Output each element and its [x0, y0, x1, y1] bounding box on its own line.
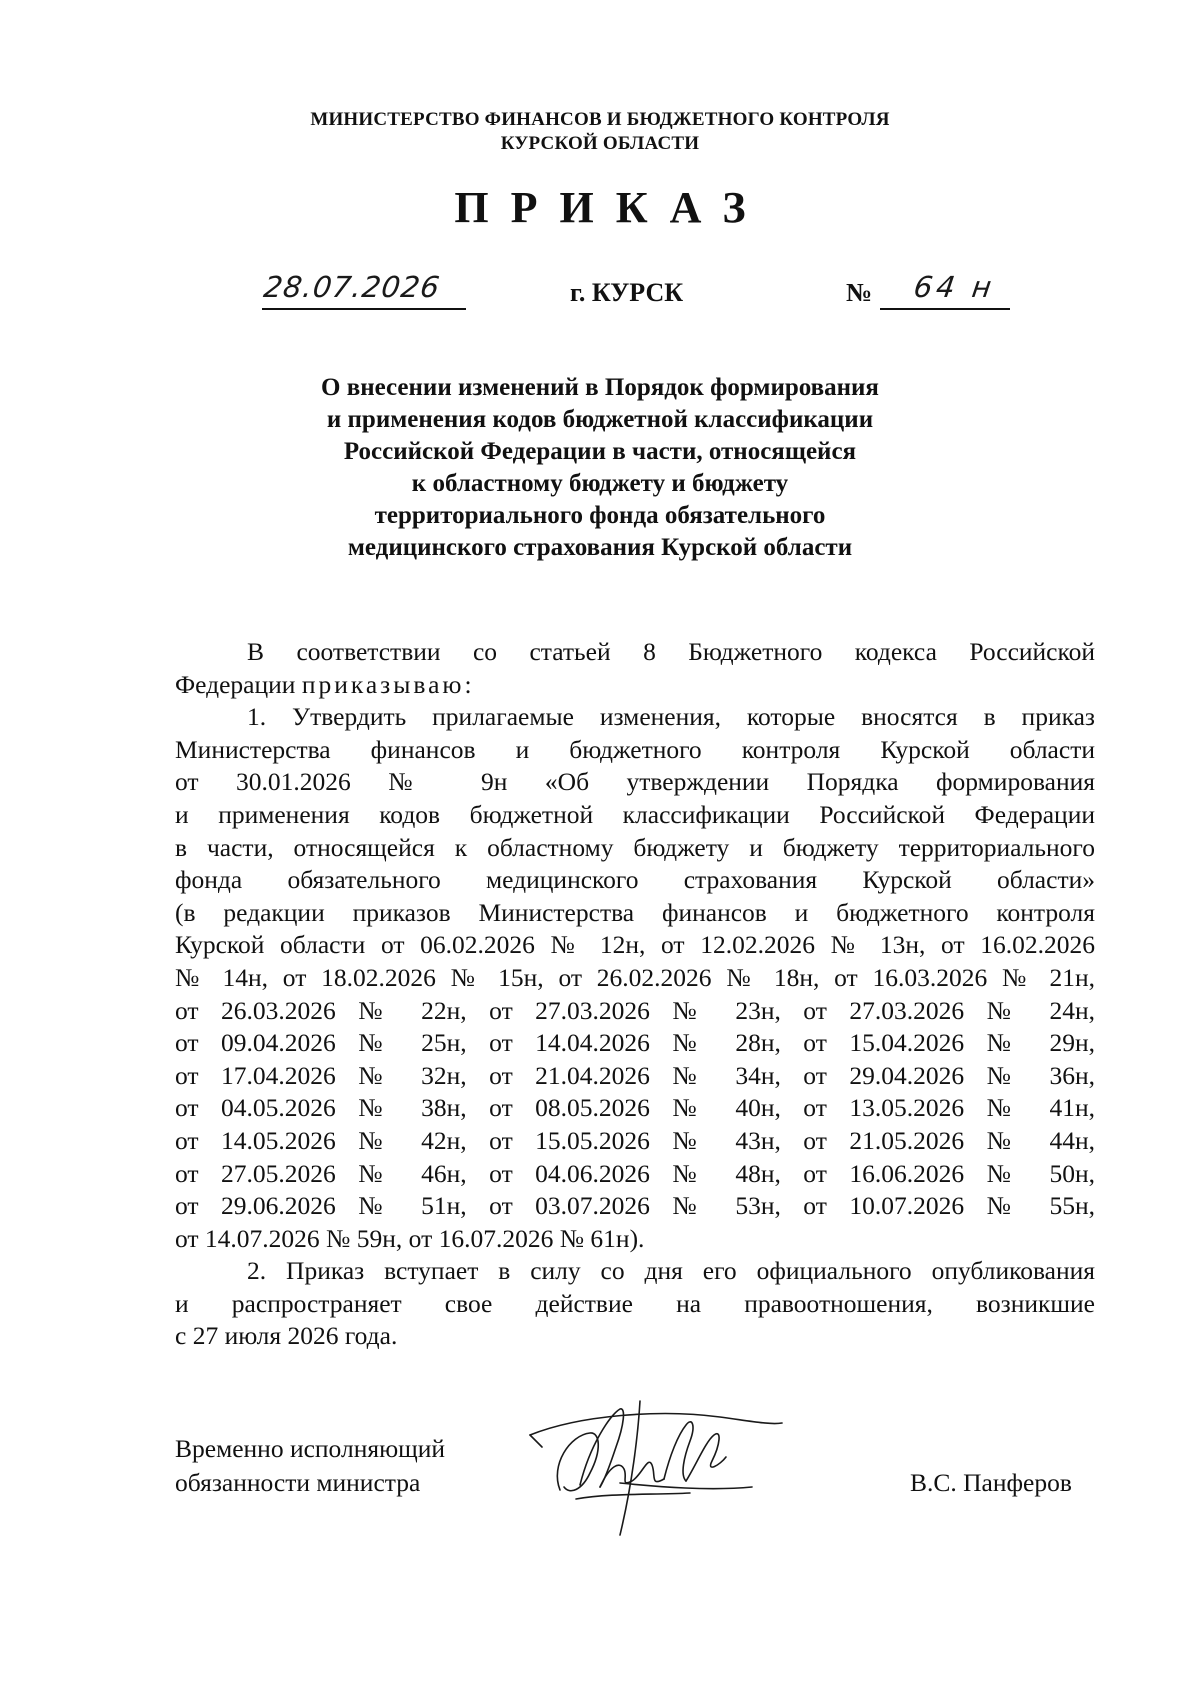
item1-line: Курской области от 06.02.2026 № 12н, от 12.02.2026 № 13н, от 16.02.2026 — [175, 930, 1095, 960]
org-line-1: МИНИСТЕРСТВО ФИНАНСОВ И БЮДЖЕТНОГО КОНТРОЛЯ — [310, 109, 890, 130]
item1-line: от 04.05.2026 № 38н, от 08.05.2026 № 40н, от 13.05.2026 № 41н, — [175, 1093, 1095, 1123]
order-body — [175, 636, 1095, 1353]
order-verb: приказываю: — [301, 669, 475, 699]
item1-line: от 26.03.2026 № 22н, от 27.03.2026 № 23н, от 27.03.2026 № 24н, — [175, 995, 1095, 1025]
item1-line: фонда обязательного медицинского страхования Курской области» — [175, 865, 1095, 895]
item1-line: от 27.05.2026 № 46н, от 04.06.2026 № 48н, от 16.06.2026 № 50н, — [175, 1158, 1095, 1188]
item1-line: от 30.01.2026 № 9н «Об утверждении Порядка формирования — [175, 767, 1095, 797]
subject-line: территориального фонда обязательного — [374, 502, 826, 529]
subject-line: медицинского страхования Курской области — [347, 534, 853, 561]
item1-line: (в редакции приказов Министерства финансов и бюджетного контроля — [175, 897, 1095, 927]
item2-line: 2. Приказ вступает в силу со дня его официального опубликования — [247, 1256, 1095, 1286]
subject-line: О внесении изменений в Порядок формирования — [321, 374, 879, 401]
item1-line: Министерства финансов и бюджетного контроля Курской области — [175, 734, 1095, 764]
signatory-position — [175, 1432, 445, 1500]
order-number-field — [880, 268, 1010, 310]
order-number-handwritten: 64 н — [911, 270, 998, 304]
item1-line: и применения кодов бюджетной классификации Российской Федерации — [175, 799, 1095, 829]
item1-line: от 14.05.2026 № 42н, от 15.05.2026 № 43н, от 21.05.2026 № 44н, — [175, 1125, 1095, 1155]
subject-line: Российской Федерации в части, относящейся — [343, 438, 857, 465]
handwritten-signature — [520, 1395, 800, 1545]
document-type-title: ПРИКАЗ — [454, 183, 768, 232]
org-line-2: КУРСКОЙ ОБЛАСТИ — [500, 133, 700, 154]
order-number-label: № — [846, 278, 873, 307]
order-city: г. КУРСК — [570, 278, 684, 307]
item1-line: от 09.04.2026 № 25н, от 14.04.2026 № 28н, от 15.04.2026 № 29н, — [175, 1028, 1095, 1058]
organization-name — [0, 108, 1200, 156]
preamble-line — [175, 669, 1095, 702]
subject-line: к областному бюджету и бюджету — [411, 470, 789, 497]
order-subject — [250, 372, 950, 564]
item1-line: от 14.07.2026 № 59н, от 16.07.2026 № 61н). — [175, 1223, 645, 1253]
item2-line: и распространяет свое действие на правоотношения, возникшие — [175, 1288, 1095, 1318]
subject-line: и применения кодов бюджетной классификации — [326, 406, 874, 433]
signatory-name: В.С. Панферов — [910, 1468, 1072, 1497]
preamble-line: В соответствии со статьей 8 Бюджетного кодекса Российской — [247, 637, 1095, 666]
position-line-2: обязанности министра — [175, 1468, 421, 1497]
order-date-handwritten: 28.07.2026 — [261, 270, 443, 304]
item1-line: от 17.04.2026 № 32н, от 21.04.2026 № 34н, от 29.04.2026 № 36н, — [175, 1060, 1095, 1090]
order-date-field — [262, 268, 466, 310]
item1-line: в части, относящейся к областному бюджету и бюджету территориального — [175, 832, 1095, 862]
item2-line: с 27 июля 2026 года. — [175, 1321, 398, 1351]
item1-line: от 29.06.2026 № 51н, от 03.07.2026 № 53н, от 10.07.2026 № 55н, — [175, 1191, 1095, 1221]
position-line-1: Временно исполняющий — [175, 1434, 446, 1463]
item1-line: № 14н, от 18.02.2026 № 15н, от 26.02.2026 № 18н, от 16.03.2026 № 21н, — [175, 962, 1095, 992]
preamble-prefix: Федерации — [175, 669, 296, 699]
item1-line: 1. Утвердить прилагаемые изменения, которые вносятся в приказ — [247, 702, 1095, 732]
